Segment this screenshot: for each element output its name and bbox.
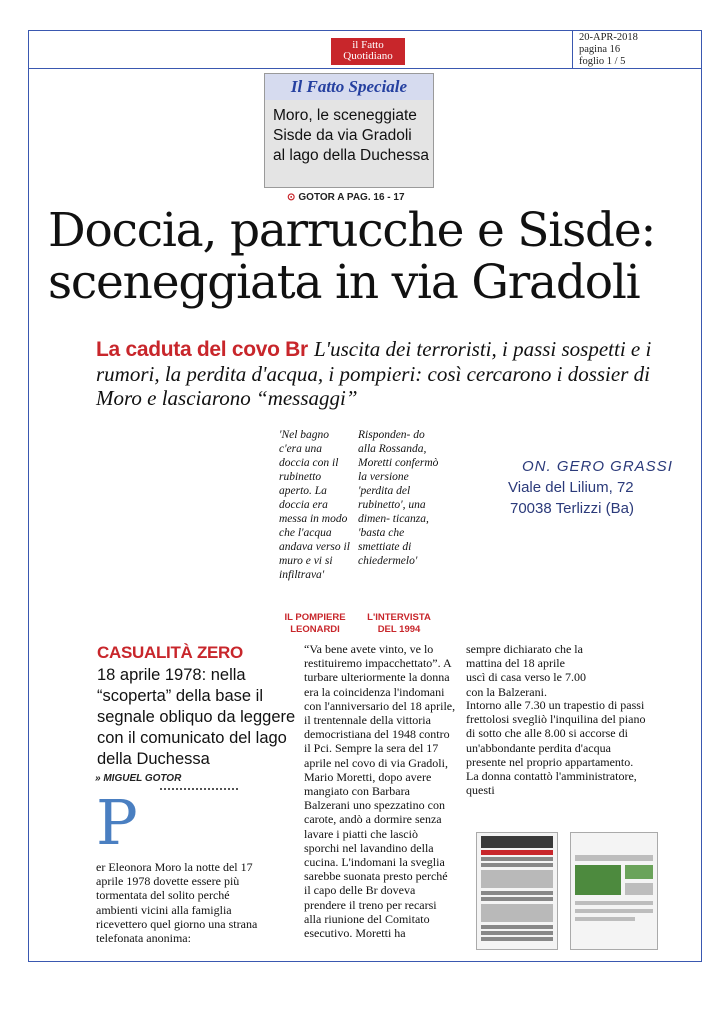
headline [48,205,688,309]
thumb-headline [481,850,553,855]
thumb-photo [625,865,653,879]
clip-page: pagina 16 [579,44,621,55]
caption-line: DEL 1994 [377,624,421,635]
headline-line2: sceneggiata in via Gradoli [48,255,640,310]
newspaper-logo [331,38,405,65]
special-teaser [264,73,434,188]
article-column-3: Intorno alle 7.30 un trapestio di passi frettolosi svegliò l'inquilina del piano di sotto che alle 8.00 si accorse di un'abbondante perdita d'acqua presente nel proprio appartamento. La donna contattò l'amministratore, questi [466,698,646,798]
thumb-line [481,897,553,901]
page-reference-text: GOTOR A PAG. 16 - 17 [298,192,405,203]
thumb-line [481,891,553,895]
thumb-line [481,925,553,929]
pull-quote-caption [279,612,351,636]
pull-quote-caption [358,612,440,636]
subhead-text: L'uscita dei terroristi, i passi sospetti e i rumori, la perdita d'acqua, i pompieri: così cercarono i dossier di Moro e lasciarono “messaggi” [96,337,652,410]
logo-line1: il Fatto [352,39,384,51]
thumb-photo [481,904,553,922]
header-divider [28,68,702,69]
stamp-address2: 70038 Terlizzi (Ba) [510,500,634,517]
special-line: Moro, le sceneggiate [273,107,417,124]
caption-line: IL POMPIERE [284,612,346,623]
thumb-photo [481,870,553,888]
subhead-kicker: La caduta del covo Br [96,338,308,361]
thumb-line [575,909,653,913]
pull-quote-firefighter: 'Nel bagno c'era una doccia con il rubinetto aperto. La doccia era messa in modo che l'acqua andava verso il muro e vi si infiltrava' [279,429,350,581]
logo-line2: Quotidiano [343,50,393,62]
side-kicker: CASUALITÀ ZERO [97,643,243,662]
thumb-line [481,937,553,941]
article-column-3-top: sempre dichiarato che la mattina del 18 aprile uscì di casa verso le 7.00 con la Balzerani. [466,642,586,699]
press-clipping-meta [572,30,702,68]
special-title: Il Fatto Speciale [265,74,433,100]
bullet-icon: ⊙ [287,192,296,203]
pull-quote-interview: Risponden- do alla Rossanda, Moretti confermò la versione 'perdita del rubinetto', una dimen- ticanza, 'basta che smettiate di chiedermelo' [358,429,439,567]
subheadline [96,337,656,410]
front-page-thumbnail [476,832,558,950]
thumb-line [575,855,653,861]
special-line: Sisde da via Gradoli [273,127,412,144]
dotted-divider [160,788,238,790]
thumb-line [481,863,553,867]
inside-page-thumbnail [570,832,658,950]
headline-line1: Doccia, parrucche e Sisde: [48,203,656,258]
caption-line: L'INTERVISTA [367,612,431,623]
caption-line: LEONARDI [290,624,340,635]
thumb-line [481,931,553,935]
thumb-line [625,883,653,895]
address-stamp [508,456,673,519]
stamp-name: ON. GERO GRASSI [522,458,673,475]
side-title: 18 aprile 1978: nella “scoperta” della base il segnale obliquo da leggere con il comunicato del lago della Duchessa [97,666,296,768]
thumb-line [575,917,635,921]
clip-date: 20-APR-2018 [579,32,638,43]
article-column-1: er Eleonora Moro la notte del 17 aprile 1978 dovette essere più tormentata del solito perché ambienti vicini alla famiglia ricevettero quel giorno una strana telefonata anonima: [96,860,258,946]
byline: » MIGUEL GOTOR [95,773,182,784]
clip-sheet: foglio 1 / 5 [579,56,626,67]
special-text [265,100,433,166]
thumb-line [575,901,653,905]
thumb-photo [575,865,621,895]
stamp-address1: Viale del Lilium, 72 [508,479,634,496]
thumb-masthead [481,836,553,848]
thumb-line [481,857,553,861]
drop-cap: P [96,786,138,859]
special-line: al lago della Duchessa [273,147,429,164]
article-column-2: “Va bene avete vinto, ve lo restituiremo impacchettato”. A turbare ulteriormente la donna era la coincidenza l'indomani con l'anniversario del 18 aprile, il trentennale della vittoria democristiana del 1948 contro il Pci. Sempre la sera del 17 aprile nel covo di via Gradoli, Mario Moretti, dopo avere mangiato con Barbara Balzerani uno spezzatino con carote, andò a dormire senza lavare i piatti che lasciò sporchi nel lavandino della cucina. L'indomani la sveglia sarebbe suonata presto perché il capo delle Br doveva prendere il treno per recarsi alla riunione del Comitato esecutivo. Moretti ha [304,642,456,941]
page-reference [287,192,405,203]
